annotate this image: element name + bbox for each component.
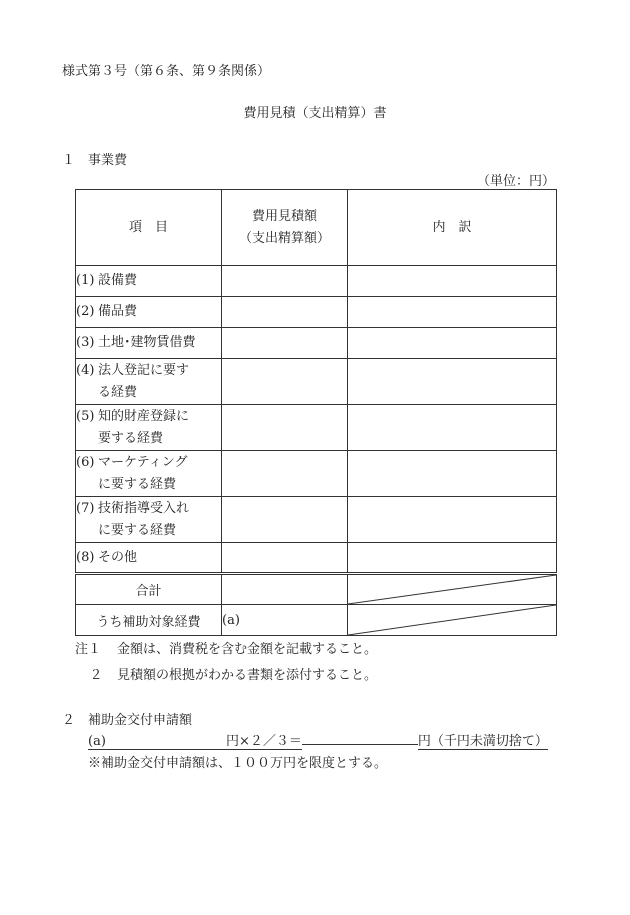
total-detail-diagonal [348, 574, 557, 605]
calc-formula: 円×２／３＝ [226, 730, 302, 750]
diagonal-line [348, 575, 556, 604]
note-lead: ２ [89, 668, 103, 683]
item-label-cont: 要する経費 [98, 430, 164, 446]
item-cell [76, 359, 222, 405]
table-row [76, 497, 557, 543]
header-amount-line2: （支出精算額） [238, 230, 330, 246]
total-label: 合計 [76, 574, 222, 605]
item-cell [76, 297, 222, 328]
item-label: 設備費 [98, 273, 138, 288]
calc-amount-blank[interactable]: (a) [88, 734, 226, 750]
table-row [76, 328, 557, 359]
header-amount-line1: 費用見積額 [251, 208, 317, 224]
item-label: 法人登記に要す [98, 362, 190, 378]
item-number: (1) [76, 273, 95, 288]
table-row [76, 297, 557, 328]
header-item: 項 目 [76, 190, 222, 266]
subsidy-amount-cell[interactable]: (a) [222, 605, 348, 636]
item-label-cont: に要する経費 [98, 476, 177, 492]
item-cell [76, 405, 222, 451]
detail-cell[interactable] [348, 297, 557, 328]
section1-heading [62, 149, 127, 168]
item-number: (7) [76, 500, 95, 516]
detail-cell[interactable] [348, 497, 557, 543]
document-title: 費用見積（支出精算）書 [243, 106, 387, 121]
detail-cell[interactable] [348, 266, 557, 297]
detail-cell[interactable] [348, 451, 557, 497]
item-label: 技術指導受入れ [98, 500, 190, 516]
section2-number: ２ [62, 713, 76, 728]
item-number: (6) [76, 454, 95, 470]
subsidy-detail-diagonal [348, 605, 557, 636]
total-amount-cell[interactable] [222, 574, 348, 605]
section1-title: 事業費 [88, 153, 128, 168]
amount-cell[interactable] [222, 497, 348, 543]
subsidy-label: うち補助対象経費 [76, 605, 222, 636]
amount-cell[interactable] [222, 451, 348, 497]
section1-number: １ [62, 153, 76, 168]
note-lead: 注１ [75, 642, 102, 657]
item-cell [76, 328, 222, 359]
item-cell [76, 451, 222, 497]
amount-cell[interactable] [222, 266, 348, 297]
item-cell [76, 266, 222, 297]
detail-cell[interactable] [348, 405, 557, 451]
calc-result-unit: 円（千円未満切捨て） [418, 730, 548, 750]
form-label: 様式第３号（第６条、第９条関係） [62, 64, 271, 79]
calc-result-blank[interactable] [302, 744, 418, 745]
item-label-cont: る経費 [98, 384, 138, 400]
expense-table [75, 189, 557, 636]
table-header-row [76, 190, 557, 266]
detail-cell[interactable] [348, 543, 557, 574]
section2-heading [62, 709, 192, 728]
note-line [75, 637, 377, 663]
section2-title: 補助金交付申請額 [88, 713, 193, 728]
item-number: (2) [76, 304, 95, 319]
header-amount [222, 190, 348, 266]
diagonal-line [348, 605, 556, 635]
detail-cell[interactable] [348, 359, 557, 405]
amount-cell[interactable] [222, 405, 348, 451]
note-line [75, 663, 377, 689]
subsidy-calculation [88, 730, 548, 750]
total-row [76, 574, 557, 605]
note-text: 見積額の根拠がわかる書類を添付すること。 [117, 668, 378, 683]
amount-cell[interactable] [222, 297, 348, 328]
item-number: (8) [76, 549, 95, 565]
unit-label: （単位：円） [476, 174, 555, 189]
item-number: (3) [76, 335, 95, 350]
note-text: 金額は、消費税を含む金額を記載すること。 [117, 642, 378, 657]
amount-cell[interactable] [222, 328, 348, 359]
item-label: 土地･建物賃借費 [98, 335, 196, 350]
table-row [76, 266, 557, 297]
header-detail: 内 訳 [348, 190, 557, 266]
item-number: (5) [76, 408, 95, 424]
detail-cell[interactable] [348, 328, 557, 359]
item-cell [76, 543, 222, 574]
amount-cell[interactable] [222, 359, 348, 405]
table-row [76, 451, 557, 497]
notes-block [75, 637, 377, 689]
item-cell [76, 497, 222, 543]
table-row [76, 359, 557, 405]
item-number: (4) [76, 362, 95, 378]
item-label-cont: に要する経費 [98, 522, 177, 538]
item-label: 備品費 [98, 304, 138, 319]
item-label: その他 [98, 549, 138, 565]
table-row [76, 543, 557, 574]
subsidy-row [76, 605, 557, 636]
table-row [76, 405, 557, 451]
subsidy-limit-note: ※補助金交付申請額は、１００万円を限度とする。 [88, 756, 388, 771]
item-label: マーケティング [98, 454, 188, 470]
item-label: 知的財産登録に [98, 408, 190, 424]
amount-cell[interactable] [222, 543, 348, 574]
